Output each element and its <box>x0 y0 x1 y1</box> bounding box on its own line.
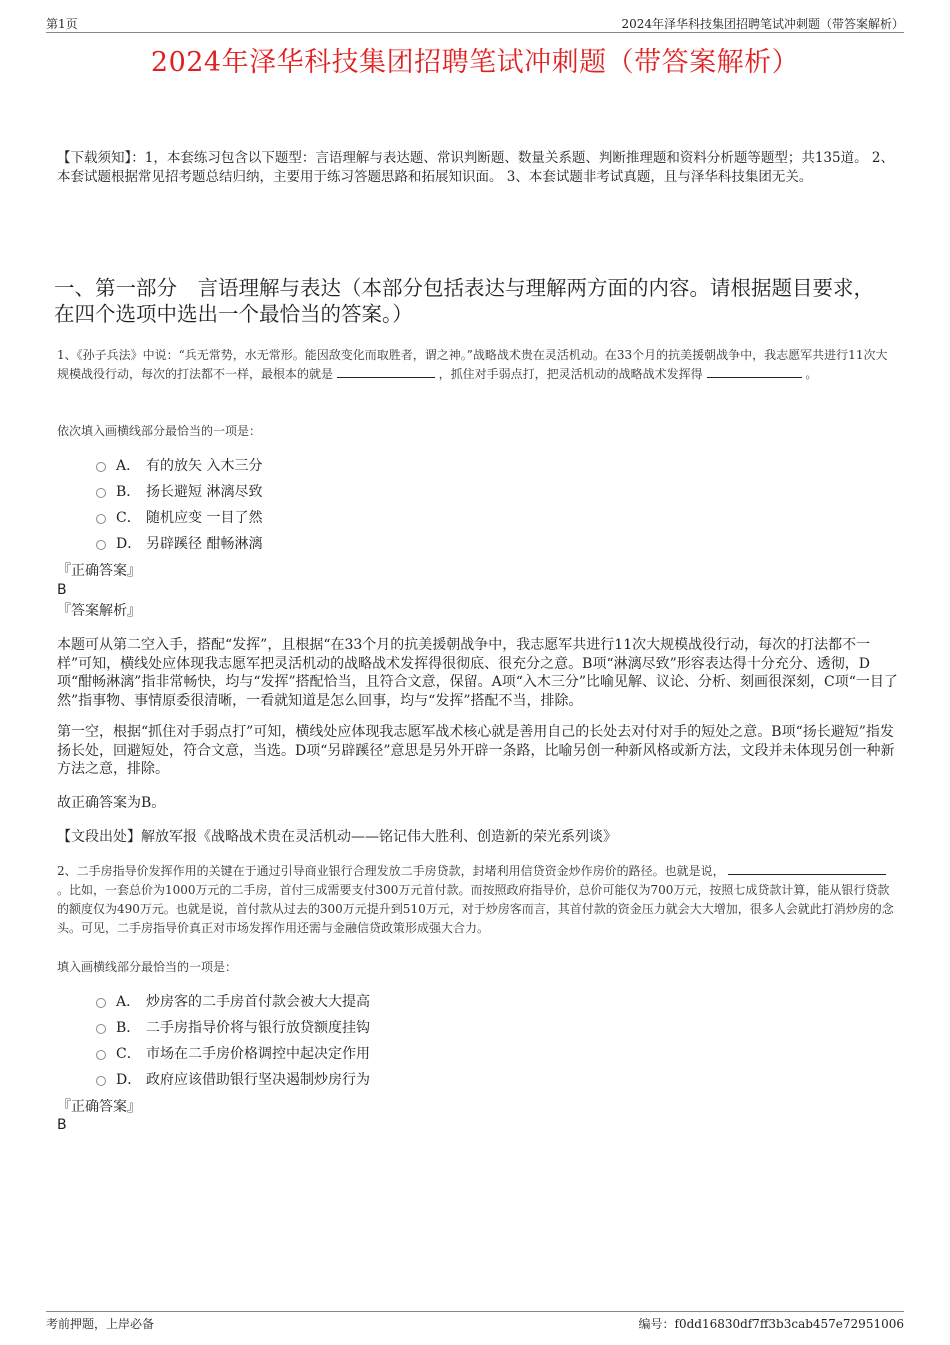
question-1-text <box>57 346 898 384</box>
question-1-text-c: 。 <box>805 367 818 381</box>
question-2-prompt: 填入画横线部分最恰当的一项是： <box>57 960 238 974</box>
question-1-option-d[interactable]: D． 另辟蹊径 酣畅淋漓 <box>96 530 262 556</box>
question-2-option-b[interactable]: B． 二手房指导价将与银行放贷额度挂钩 <box>96 1014 370 1040</box>
download-notice: 【下载须知】：1，本套练习包含以下题型：言语理解与表达题、常识判断题、数量关系题、判断推理题和资料分析题等题型；共135道。 2、本套试题根据常见招考题总结归纳，主要用于练习答题思路和拓展知识面。 3、本套试题非考试真题，且与泽华科技集团无关。 <box>57 150 894 185</box>
radio-icon[interactable] <box>96 1050 106 1060</box>
question-1-analysis-label: 『答案解析』 <box>57 603 141 619</box>
radio-icon[interactable] <box>96 462 106 472</box>
document-title: 2024年泽华科技集团招聘笔试冲刺题（带答案解析） <box>150 47 800 78</box>
section-heading: 一、第一部分 言语理解与表达（本部分包括表达与理解两方面的内容。请根据题目要求，在四个选项中选出一个最恰当的答案。） <box>54 276 874 326</box>
question-1-blank-1 <box>337 365 435 378</box>
question-2-options <box>96 988 370 1092</box>
question-1-analysis-paragraph: 本题可从第二空入手，搭配“发挥”，且根据“在33个月的抗美援朝战争中，我志愿军共进行11次大规模战役行动，每次的打法都不一样”可知，横线处应体现我志愿军把灵活机动的战略战术发挥得很彻底、很充分之意。B项“淋漓尽致”形容表达得十分充分、透彻，D项“酣畅淋漓”指非常畅快，均与“发挥”搭配恰当，且符合文意，保留。A项“入木三分”比喻见解、议论、分析、刻画很深刻，C项“一目了然”指事物、事情原委很清晰，一看就知道是怎么回事，均与“发挥”搭配不当，排除。 <box>57 637 898 709</box>
page-footer <box>46 1311 904 1331</box>
question-1-text-b: ，抓住对手弱点打，把灵活机动的战略战术发挥得 <box>438 367 703 381</box>
radio-icon[interactable] <box>96 1024 106 1034</box>
question-1-options <box>96 452 262 556</box>
question-2-option-d[interactable]: D． 政府应该借助银行坚决遏制炒房行为 <box>96 1066 370 1092</box>
question-1-source: 【文段出处】解放军报《战略战术贵在灵活机动——铭记伟大胜利、创造新的荣光系列谈》 <box>57 829 617 845</box>
header-doc-title: 2024年泽华科技集团招聘笔试冲刺题（带答案解析） <box>621 17 904 31</box>
footer-serial: 编号：f0dd16830df7ff3b3cab457e72951006 <box>638 1317 904 1331</box>
question-2-blank <box>728 862 886 875</box>
page-header <box>46 14 904 33</box>
radio-icon[interactable] <box>96 998 106 1008</box>
page-number: 第1页 <box>46 17 78 31</box>
question-1-answer: B <box>57 582 67 598</box>
radio-icon[interactable] <box>96 488 106 498</box>
radio-icon[interactable] <box>96 514 106 524</box>
question-1-option-b[interactable]: B． 扬长避短 淋漓尽致 <box>96 478 262 504</box>
radio-icon[interactable] <box>96 1076 106 1086</box>
question-1-blank-2 <box>707 365 802 378</box>
question-2-text-a: 2、二手房指导价发挥作用的关键在于通过引导商业银行合理发放二手房贷款，封堵利用信贷资金炒作房价的路径。也就是说， <box>57 864 725 878</box>
question-1-prompt: 依次填入画横线部分最恰当的一项是： <box>57 424 262 438</box>
question-2-option-c[interactable]: C． 市场在二手房价格调控中起决定作用 <box>96 1040 370 1066</box>
question-2-option-a[interactable]: A． 炒房客的二手房首付款会被大大提高 <box>96 988 370 1014</box>
question-2-text <box>57 862 898 938</box>
question-1-option-a[interactable]: A． 有的放矢 入木三分 <box>96 452 262 478</box>
footer-slogan: 考前押题，上岸必备 <box>46 1317 155 1331</box>
radio-icon[interactable] <box>96 540 106 550</box>
question-2-answer: B <box>57 1117 67 1133</box>
question-1-text-a: 1、《孙子兵法》中说：“兵无常势，水无常形。能因敌变化而取胜者，谓之神。”战略战术贵在灵活机动。在33个月的抗美援朝战争中，我志愿军共进行11次大规模战役行动，每次的打法都不一样，最根本的就是 <box>57 348 888 381</box>
question-1-answer-label: 『正确答案』 <box>57 563 141 579</box>
question-1-option-c[interactable]: C． 随机应变 一目了然 <box>96 504 262 530</box>
question-2-answer-label: 『正确答案』 <box>57 1099 141 1115</box>
question-1-conclusion: 故正确答案为B。 <box>57 795 166 811</box>
question-1-analysis-paragraph: 第一空，根据“抓住对手弱点打”可知，横线处应体现我志愿军战术核心就是善用自己的长处去对付对手的短处之意。B项“扬长避短”指发扬长处，回避短处，符合文意，当选。D项“另辟蹊径”意思是另外开辟一条路，比喻另创一种新风格或新方法，文段并未体现另创一种新方法之意，排除。 <box>57 724 895 777</box>
question-2-text-b: 。比如，一套总价为1000万元的二手房，首付三成需要支付300万元首付款。而按照政府指导价，总价可能仅为700万元，按照七成贷款计算，能从银行贷款的额度仅为490万元。也就是说，首付款从过去的300万元提升到510万元，对于炒房客而言，其首付款的资金压力就会大大增加，很多人会就此打消炒房的念头。可见，二手房指导价真正对市场发挥作用还需与金融信贷政策形成强大合力。 <box>57 883 894 935</box>
